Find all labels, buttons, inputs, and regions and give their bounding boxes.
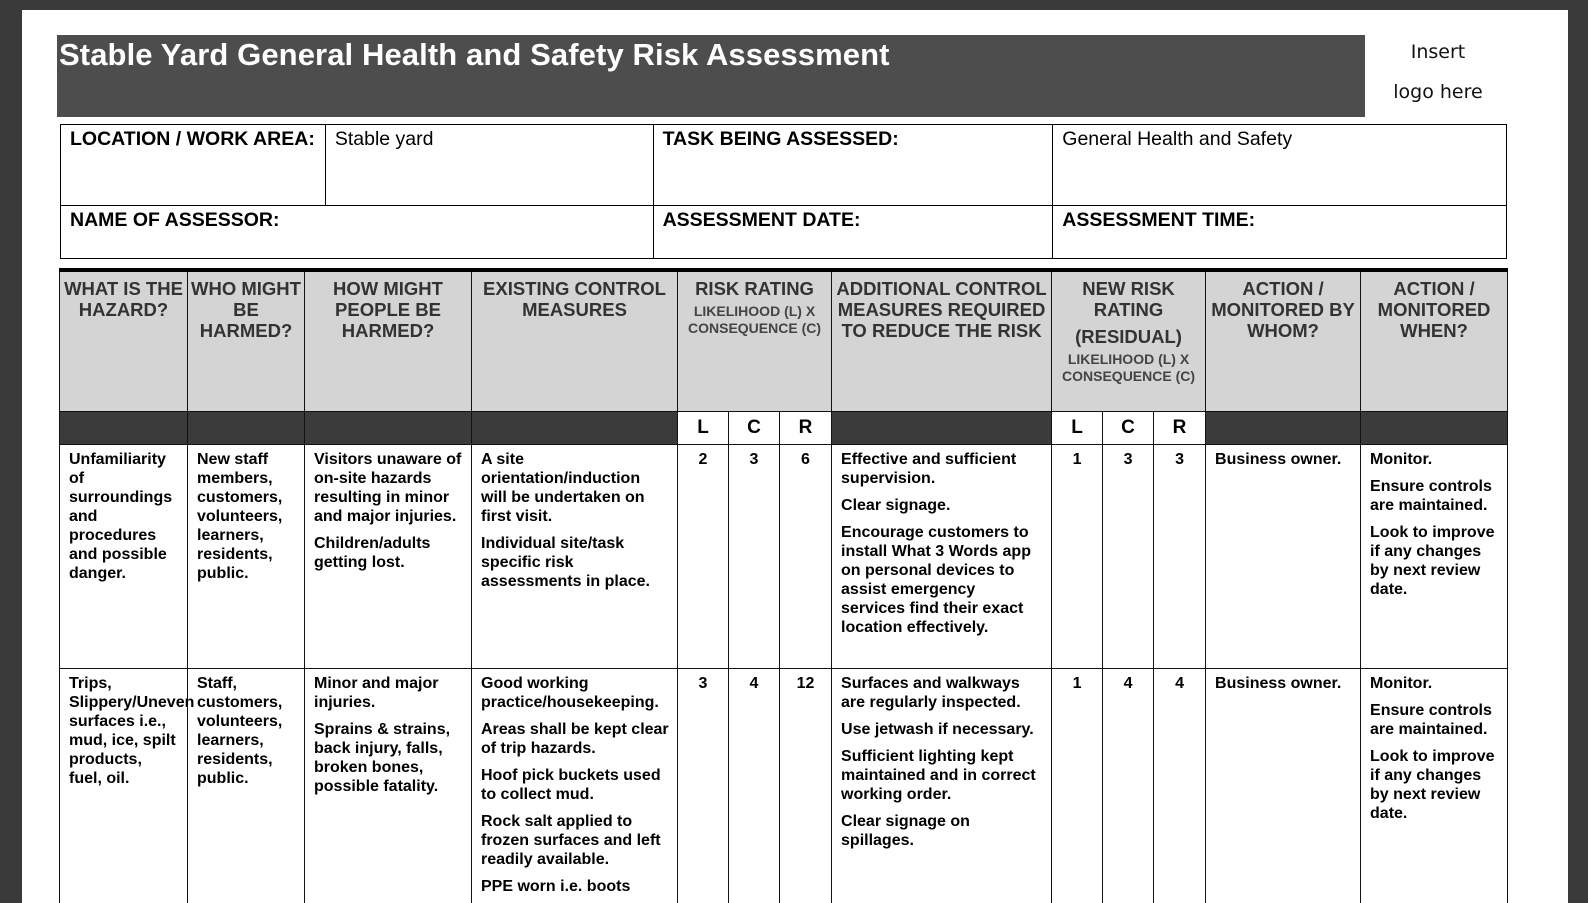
risk-c-value: 3 [729,445,780,669]
existing-item: Areas shall be kept clear of trip hazards. [481,721,669,757]
col-action-whom: ACTION / MONITORED BY WHOM? [1206,270,1361,412]
new-risk-r-value: 3 [1154,445,1206,669]
how-cell [305,445,472,669]
assessor-label: NAME OF ASSESSOR: [61,206,654,259]
additional-item: Effective and sufficient supervision. [841,451,1017,487]
subheader-blank [60,412,188,445]
how-item: Children/adults getting lost. [314,535,431,571]
new-risk-r-header: R [1154,412,1206,445]
new-risk-c-value: 4 [1103,669,1154,903]
additional-item: Clear signage. [841,497,951,514]
risk-c-header: C [729,412,780,445]
additional-item: Encourage customers to install What 3 Words app on personal devices to assist emergency services find their exact location effectively. [841,524,1031,636]
existing-item: PPE worn i.e. boots [481,878,631,895]
whom-cell: Business owner. [1206,445,1361,669]
col-new-risk-sub: LIKELIHOOD (L) X CONSEQUENCE (C) [1062,351,1196,384]
logo-placeholder-line-2: logo here [1393,81,1483,103]
col-existing: EXISTING CONTROL MEASURES [472,270,678,412]
existing-item: Good working practice/housekeeping. [481,675,659,711]
risk-l-value: 2 [678,445,729,669]
new-risk-c-header: C [1103,412,1154,445]
time-label: ASSESSMENT TIME: [1053,206,1507,259]
subheader-blank [1361,412,1508,445]
risk-l-value: 3 [678,669,729,903]
date-label: ASSESSMENT DATE: [653,206,1053,259]
col-new-risk-title: NEW RISK RATING [1082,278,1175,320]
additional-cell [832,445,1052,669]
col-risk-rating-sub: LIKELIHOOD (L) X CONSEQUENCE (C) [688,303,822,336]
whom-cell: Business owner. [1206,669,1361,903]
subheader-blank [1206,412,1361,445]
when-item: Look to improve if any changes by next review date. [1370,748,1495,822]
existing-item: Individual site/task specific risk assessments in place. [481,535,650,590]
risk-r-value: 12 [780,669,832,903]
when-cell [1361,669,1508,903]
title-bar [57,35,1365,117]
assessment-info-table [60,124,1507,259]
subheader-blank [832,412,1052,445]
risk-c-value: 4 [729,669,780,903]
logo-placeholder [1380,32,1496,112]
col-risk-rating-title: RISK RATING [695,278,814,299]
when-item: Monitor. [1370,675,1433,692]
new-risk-c-value: 3 [1103,445,1154,669]
when-item: Ensure controls are maintained. [1370,702,1492,738]
additional-cell [832,669,1052,903]
new-risk-l-header: L [1052,412,1103,445]
subheader-blank [188,412,305,445]
existing-cell [472,669,678,903]
existing-cell [472,445,678,669]
risk-r-header: R [780,412,832,445]
hazard-cell: Unfamiliarity of surroundings and procedures and possible danger. [60,445,188,669]
col-hazard: WHAT IS THE HAZARD? [60,270,188,412]
location-value: Stable yard [325,125,653,206]
existing-item: A site orientation/induction will be undertaken on first visit. [481,451,645,525]
who-cell: Staff, customers, volunteers, learners, residents, public. [188,669,305,903]
col-who: WHO MIGHT BE HARMED? [188,270,305,412]
table-row [60,445,1508,669]
additional-item: Use jetwash if necessary. [841,721,1034,738]
new-risk-r-value: 4 [1154,669,1206,903]
risk-l-header: L [678,412,729,445]
when-item: Monitor. [1370,451,1433,468]
page-title: Stable Yard General Health and Safety Risk Assessment [59,37,890,72]
hazard-cell: Trips, Slippery/Uneven surfaces i.e., mud, ice, spilt products, fuel, oil. [60,669,188,903]
additional-item: Surfaces and walkways are regularly inspected. [841,675,1021,711]
document-page [22,10,1568,903]
col-new-risk-residual: (RESIDUAL) [1075,326,1182,347]
col-new-risk [1052,270,1206,412]
logo-placeholder-line-1: Insert [1410,41,1466,63]
subheader-blank [472,412,678,445]
col-additional: ADDITIONAL CONTROL MEASURES REQUIRED TO REDUCE THE RISK [832,270,1052,412]
col-risk-rating [678,270,832,412]
how-item: Minor and major injuries. [314,675,439,711]
col-action-when: ACTION / MONITORED WHEN? [1361,270,1508,412]
task-value: General Health and Safety [1053,125,1507,206]
additional-item: Sufficient lighting kept maintained and in correct working order. [841,748,1036,803]
existing-item: Hoof pick buckets used to collect mud. [481,767,661,803]
risk-assessment-table [59,268,1508,903]
location-label: LOCATION / WORK AREA: [61,125,326,206]
who-cell: New staff members, customers, volunteers, learners, residents, public. [188,445,305,669]
how-item: Visitors unaware of on-site hazards resulting in minor and major injuries. [314,451,462,525]
new-risk-l-value: 1 [1052,669,1103,903]
new-risk-l-value: 1 [1052,445,1103,669]
how-item: Sprains & strains, back injury, falls, broken bones, possible fatality. [314,721,451,795]
when-cell [1361,445,1508,669]
col-how: HOW MIGHT PEOPLE BE HARMED? [305,270,472,412]
how-cell [305,669,472,903]
additional-item: Clear signage on spillages. [841,813,970,849]
when-item: Ensure controls are maintained. [1370,478,1492,514]
task-label: TASK BEING ASSESSED: [653,125,1053,206]
existing-item: Rock salt applied to frozen surfaces and left readily available. [481,813,661,868]
subheader-blank [305,412,472,445]
when-item: Look to improve if any changes by next review date. [1370,524,1495,598]
risk-r-value: 6 [780,445,832,669]
table-row [60,669,1508,903]
